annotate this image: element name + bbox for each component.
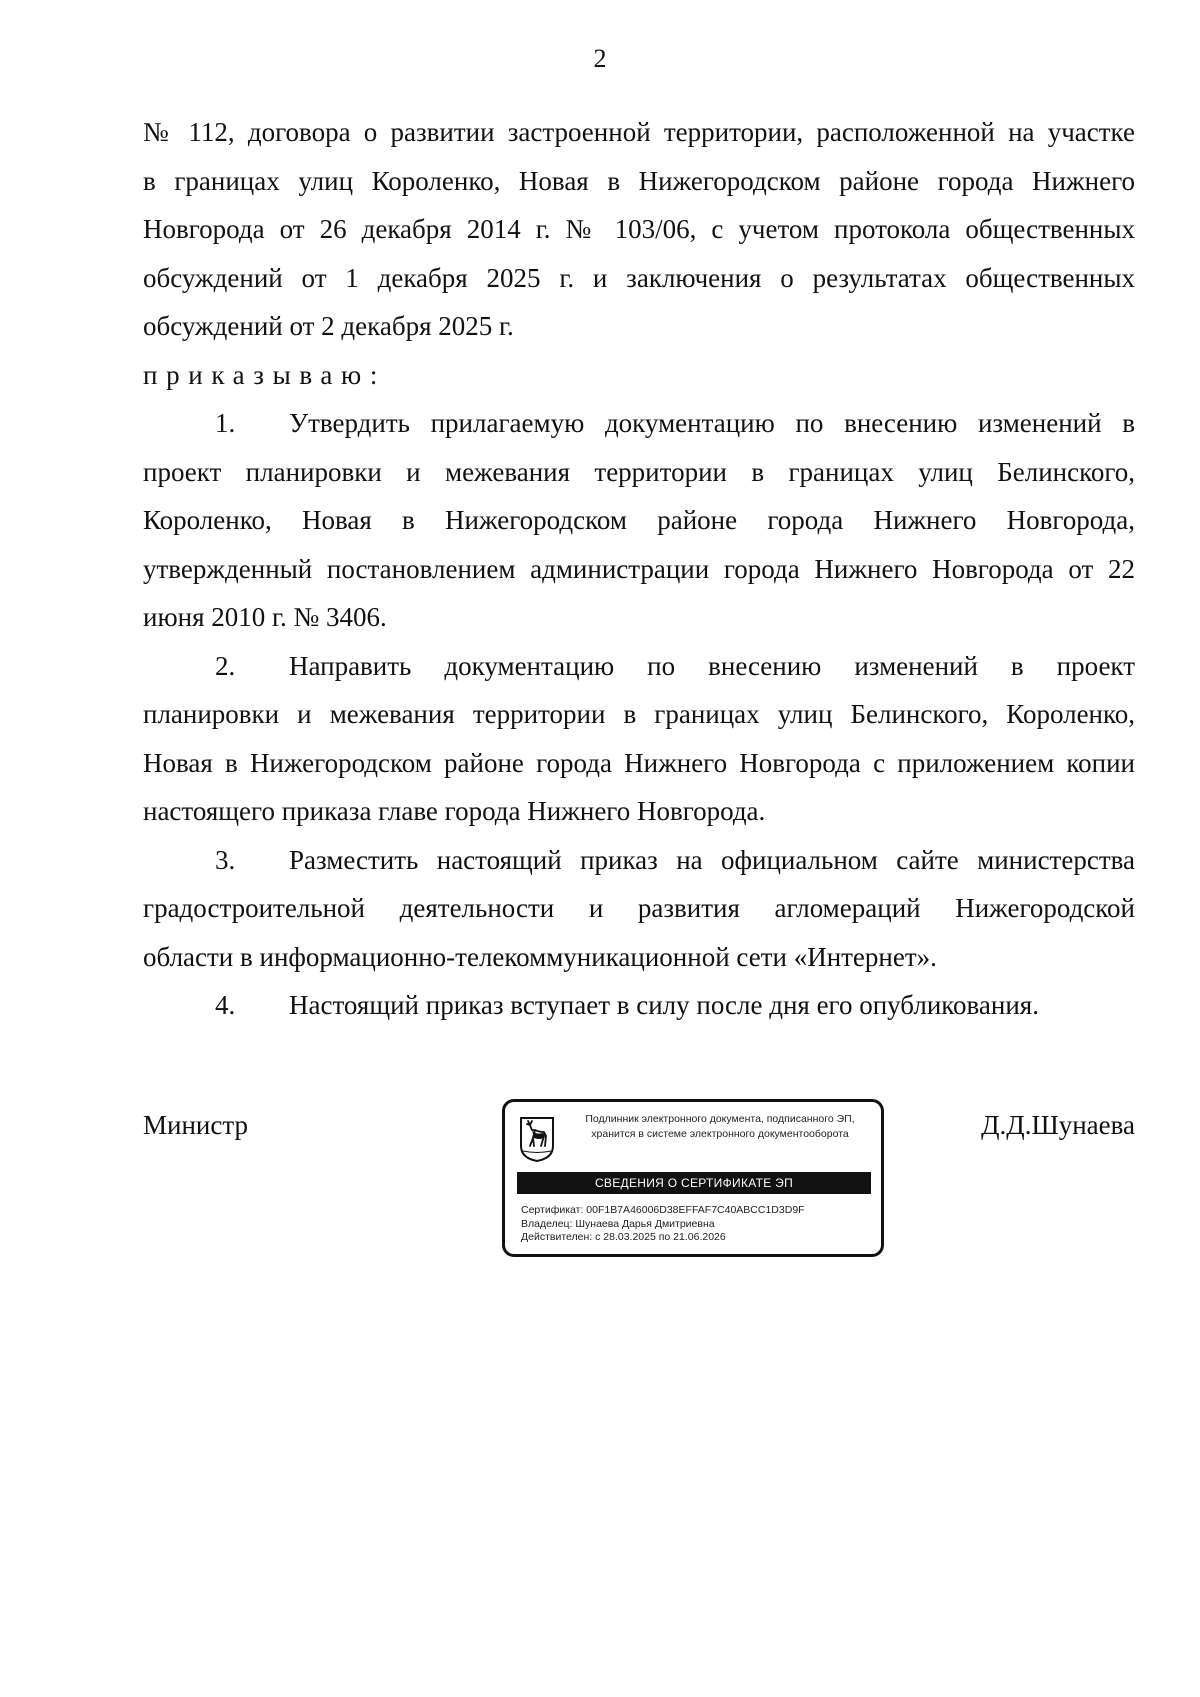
text-line: в границах улиц Короленко, Новая в Нижегородском районе города Нижнего [143, 165, 1135, 196]
list-item [143, 981, 1135, 1030]
item-number: 3. [215, 844, 236, 875]
list-item [143, 836, 1135, 982]
stamp-header-line: Подлинник электронного документа, подписанного ЭП, [585, 1113, 855, 1125]
text-line: Новая в Нижегородском районе города Нижнего Новгорода с приложением копии [143, 747, 1135, 778]
signer-position: Министр [143, 1110, 248, 1140]
text-line: июня 2010 г. № 3406. [143, 602, 387, 632]
text-line: Короленко, Новая в Нижегородском районе города Нижнего Новгорода, [143, 505, 1135, 535]
text-line: Новгорода от 26 декабря 2014 г. № 103/06, с учетом протокола общественных [143, 214, 1135, 244]
text-line: градостроительной деятельности и развития агломераций Нижегородской [143, 893, 1135, 923]
e-signature-stamp [502, 1099, 884, 1257]
list-item [143, 399, 1135, 642]
text-line: проект планировки и межевания территории в границах улиц Белинского, [143, 456, 1135, 487]
text-line: настоящего приказа главе города Нижнего Новгорода. [143, 796, 766, 826]
list-item [143, 642, 1135, 836]
intro-paragraph [143, 108, 1135, 351]
text-line: Утвердить прилагаемую документацию по внесению изменений в [289, 408, 1135, 438]
text-line: Разместить настоящий приказ на официальном сайте министерства [289, 844, 1135, 875]
text-line: Настоящий приказ вступает в силу после дня его опубликования. [289, 990, 1039, 1020]
item-number: 2. [215, 650, 236, 681]
certificate-number: Сертификат: 00F1B7A46006D38EFFAF7C40ABCC1D3D9F [521, 1204, 805, 1216]
text-line: планировки и межевания территории в границах улиц Белинского, Короленко, [143, 699, 1135, 729]
text-line: обсуждений от 1 декабря 2025 г. и заключения о результатах общественных [143, 262, 1135, 293]
item-number: 4. [215, 990, 236, 1020]
certificate-validity: Действителен: с 28.03.2025 по 21.06.2026 [521, 1231, 726, 1243]
page-number: 2 [593, 44, 607, 73]
text-line: области в информационно-телекоммуникационной сети «Интернет». [143, 941, 937, 972]
stamp-header-line: хранится в системе электронного документооборота [591, 1128, 849, 1140]
item-number: 1. [215, 408, 236, 438]
text-line: утвержденный постановлением администрации города Нижнего Новгорода от 22 [143, 553, 1135, 584]
signer-name: Д.Д.Шунаева [981, 1110, 1135, 1140]
deer-coat-of-arms-icon [519, 1116, 555, 1162]
certificate-owner: Владелец: Шунаева Дарья Дмитриевна [521, 1217, 715, 1230]
stamp-title-bar: СВЕДЕНИЯ О СЕРТИФИКАТЕ ЭП [517, 1172, 871, 1194]
text-line: № 112, договора о развитии застроенной территории, расположенной на участке [143, 117, 1135, 147]
text-line: Направить документацию по внесению изменений в проект [289, 650, 1135, 681]
text-line: обсуждений от 2 декабря 2025 г. [143, 311, 514, 341]
document-body [143, 108, 1135, 1030]
decree-word: приказываю: [143, 359, 386, 390]
